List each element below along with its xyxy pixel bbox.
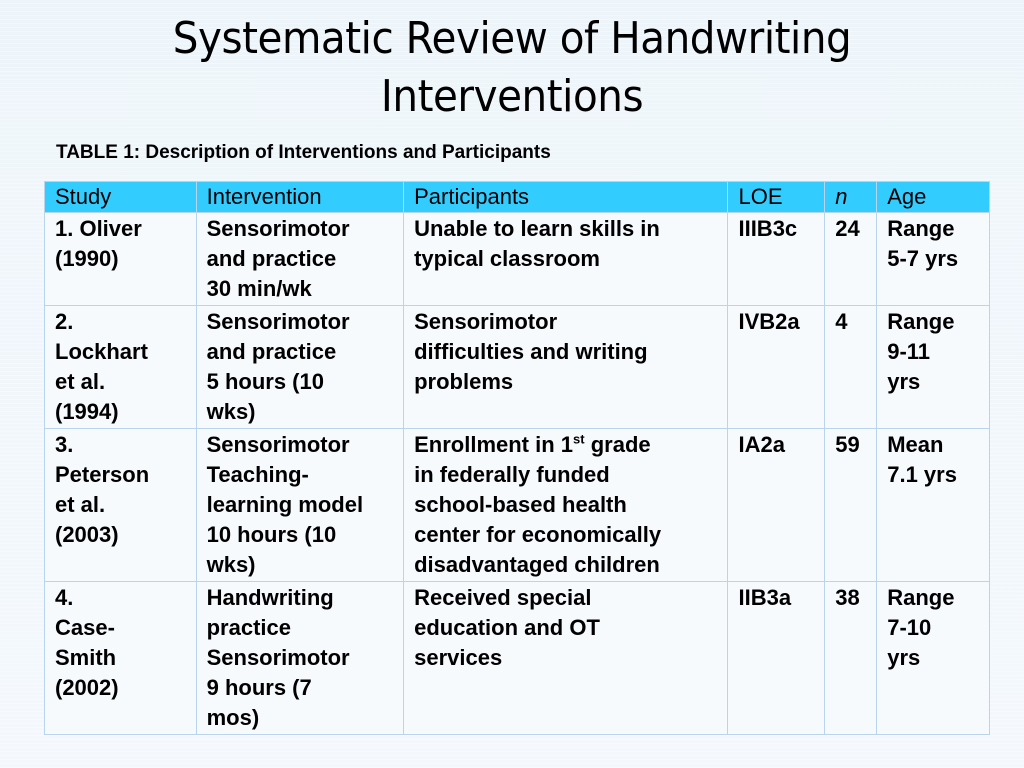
cell-line: Case- [55,615,115,640]
cell-line: Sensorimotor [206,216,350,241]
cell-loe: IIIB3c [728,213,825,306]
cell-line: in federally funded [414,462,610,487]
header-participants: Participants [404,182,728,213]
cell-line: (1994) [55,399,119,424]
cell-line: et al. [55,492,106,517]
table-caption: TABLE 1: Description of Interventions and Participants [56,142,551,163]
cell-line: problems [414,369,514,394]
cell-line: yrs [887,645,921,670]
table-row [45,306,990,429]
cell-line: 5-7 yrs [887,246,959,271]
cell-line: 10 hours (10 [206,522,337,547]
slide-title [41,10,983,126]
cell-line: disadvantaged children [414,552,660,577]
cell-intervention [196,213,404,306]
cell-line: 7-10 [887,615,932,640]
cell-line: (2003) [55,522,119,547]
cell-study [45,213,197,306]
cell-n: 38 [825,582,877,735]
cell-line: Smith [55,645,117,670]
header-row [45,182,990,213]
cell-line: 30 min/wk [206,276,312,301]
cell-line: Sensorimotor [206,645,350,670]
ordinal-prefix: Enrollment in 1 [414,432,574,457]
cell-intervention [196,429,404,582]
cell-line: learning model [206,492,364,517]
cell-study [45,306,197,429]
cell-line: Unable to learn skills in [414,216,660,241]
cell-line: Mean [887,432,944,457]
header-loe: LOE [728,182,825,213]
cell-loe: IVB2a [728,306,825,429]
cell-participants [404,429,728,582]
cell-line: Received special [414,585,592,610]
cell-age [877,306,990,429]
cell-line: Lockhart [55,339,148,364]
cell-n: 24 [825,213,877,306]
cell-line: Teaching- [206,462,309,487]
cell-study [45,582,197,735]
cell-line: services [414,645,503,670]
cell-age [877,213,990,306]
cell-line: 9 hours (7 [206,675,312,700]
cell-line: Range [887,309,955,334]
cell-line: 5 hours (10 [206,369,324,394]
cell-line: et al. [55,369,106,394]
cell-intervention [196,582,404,735]
cell-line: 9-11 [887,339,931,364]
cell-line: education and OT [414,615,600,640]
table-row [45,213,990,306]
cell-line: practice [206,615,291,640]
cell-line: 7.1 yrs [887,462,957,487]
cell-line: mos) [206,705,260,730]
cell-study [45,429,197,582]
cell-line: and practice [206,339,337,364]
cell-line: typical classroom [414,246,600,271]
cell-participants [404,213,728,306]
cell-line: Sensorimotor [206,432,350,457]
grade-word: grade [584,432,651,457]
cell-loe: IIB3a [728,582,825,735]
cell-line: difficulties and writing [414,339,648,364]
cell-line: and practice [206,246,337,271]
cell-line: (2002) [55,675,119,700]
header-intervention: Intervention [196,182,404,213]
ordinal-suffix: st [573,431,585,447]
cell-line: wks) [206,399,256,424]
interventions-table [44,181,990,735]
cell-age [877,429,990,582]
header-n: n [825,182,877,213]
table-row [45,429,990,582]
cell-line: Peterson [55,462,150,487]
cell-line: 4. [55,585,74,610]
table-row [45,582,990,735]
cell-line: 2. [55,309,74,334]
cell-participants [404,582,728,735]
header-age: Age [877,182,990,213]
cell-line: yrs [887,369,921,394]
cell-line: Sensorimotor [206,309,350,334]
cell-n: 59 [825,429,877,582]
cell-line: Range [887,216,955,241]
cell-line [414,430,717,460]
cell-age [877,582,990,735]
title-line-1: Systematic Review of Handwriting [172,13,852,64]
cell-line: 3. [55,432,74,457]
cell-intervention [196,306,404,429]
cell-line: school-based health [414,492,627,517]
cell-loe: IA2a [728,429,825,582]
cell-line: Range [887,585,955,610]
cell-line: wks) [206,552,256,577]
cell-line: Handwriting [206,585,334,610]
cell-line: center for economically [414,522,662,547]
cell-n: 4 [825,306,877,429]
cell-line: (1990) [55,246,119,271]
title-line-2: Interventions [380,71,644,122]
cell-participants [404,306,728,429]
cell-line: 1. Oliver [55,216,142,241]
header-study: Study [45,182,197,213]
cell-line: Sensorimotor [414,309,558,334]
